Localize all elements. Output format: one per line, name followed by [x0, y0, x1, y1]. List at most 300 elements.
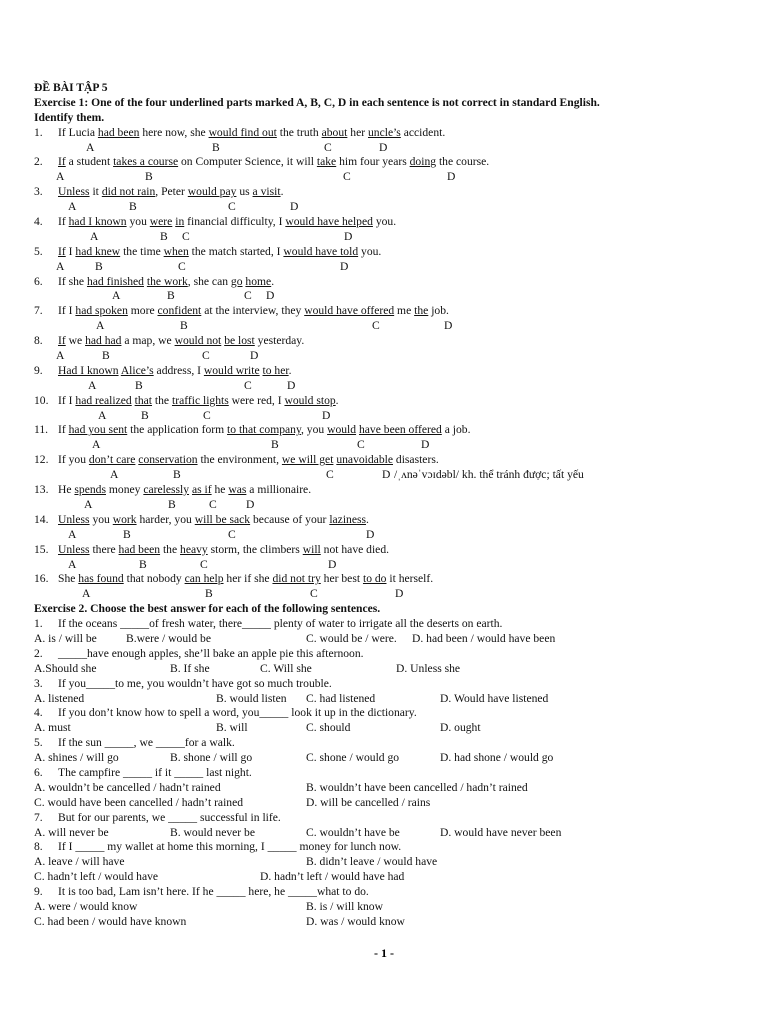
underlined-part: would write: [203, 363, 260, 377]
sentence-text: her: [347, 125, 368, 139]
sentence-text: He: [58, 483, 75, 497]
option-letter: D: [290, 200, 299, 214]
sentence-text: he: [211, 483, 229, 497]
sentence-text: him four years: [336, 155, 410, 169]
question-line: [34, 214, 734, 229]
exercise-2-line: [34, 765, 734, 780]
option-letter: C: [182, 229, 190, 243]
exercise-2-line: [34, 839, 734, 854]
question-number: 1.: [34, 125, 43, 139]
sentence-text: harder, you: [136, 512, 195, 526]
underlined-part: Unless: [58, 542, 90, 556]
sentence-text: because of your: [250, 512, 330, 526]
exercise-2-line: [34, 854, 734, 869]
underlined-part: have been offered: [358, 423, 442, 437]
exercise-2-line: [34, 869, 734, 884]
sentence-text: a student: [65, 155, 114, 169]
underlined-part: home: [245, 274, 272, 288]
choice-text: If you don’t know how to spell a word, you_____ look it up in the dictionary.: [58, 706, 417, 720]
option-letter: B: [168, 497, 176, 511]
sentence-text: the course.: [436, 155, 490, 169]
underlined-part: would not: [174, 334, 222, 348]
choice-text: D. Unless she: [396, 661, 461, 675]
underlined-part: Unless: [58, 185, 90, 199]
answer-letters: [34, 467, 734, 482]
choice-text: A. will never be: [34, 825, 109, 839]
sentence-text: .: [280, 185, 284, 199]
option-letter: D: [328, 557, 337, 571]
answer-letters: [34, 169, 734, 184]
question-number: 14.: [34, 512, 49, 526]
underlined-part: had spoken: [75, 304, 128, 318]
sentence-text: a millionaire.: [246, 483, 312, 497]
option-letter: D: [322, 408, 331, 422]
option-letter: B: [95, 259, 103, 273]
exercise-2-line: [34, 750, 734, 765]
sentence-text: address, I: [153, 363, 204, 377]
exercise-2-line: [34, 661, 734, 676]
underlined-part: had realized: [75, 393, 132, 407]
question-line: [34, 393, 734, 408]
choice-text: A. must: [34, 721, 71, 735]
option-letter: A: [86, 140, 95, 154]
underlined-part: will be sack: [194, 512, 251, 526]
pronunciation-note: /ˌʌnəˈvɔɪdəbl/ kh. thể tránh được; tất yếu: [394, 468, 584, 482]
sentence-text: you.: [372, 215, 397, 229]
underlined-part: that: [134, 393, 153, 407]
sentence-text: job.: [428, 304, 449, 318]
underlined-part: had knew: [75, 244, 121, 258]
choice-text: C. hadn’t left / would have: [34, 870, 159, 884]
exercise-2-line: [34, 914, 734, 929]
underlined-part: If: [58, 334, 66, 348]
underlined-part: takes a course: [113, 155, 179, 169]
choice-text: B. will: [216, 721, 248, 735]
sentence-text: you: [89, 512, 113, 526]
exercise-1-items: [34, 125, 734, 602]
question-line: [34, 482, 734, 497]
sentence-text: the truth: [276, 125, 322, 139]
choice-text: If the oceans _____of fresh water, there_____ plenty of water to irrigate all the deserts on earth.: [58, 617, 503, 631]
question-number: 5.: [34, 736, 43, 750]
option-letter: B: [271, 438, 279, 452]
exercise-2-line: [34, 780, 734, 795]
underlined-part: confident: [157, 304, 202, 318]
question-number: 11.: [34, 423, 49, 437]
sentence-text: , she can: [187, 274, 231, 288]
underlined-part: would stop: [284, 393, 336, 407]
choice-text: D. Would have listened: [440, 691, 549, 705]
exercise-2-line: [34, 676, 734, 691]
exercise-2-line: [34, 810, 734, 825]
page-number: - 1 -: [374, 946, 394, 960]
option-letter: C: [324, 140, 332, 154]
option-letter: C: [209, 497, 217, 511]
choice-text: C. would have been cancelled / hadn’t rained: [34, 795, 244, 809]
exercise-2-line: [34, 735, 734, 750]
option-letter: D: [340, 259, 349, 273]
sentence-text: the match started, I: [188, 244, 284, 258]
sentence-text: the time: [120, 244, 164, 258]
option-letter: D: [395, 587, 404, 601]
exercise-2-line: [34, 646, 734, 661]
sentence-text: it herself.: [386, 572, 434, 586]
underlined-part: doing: [409, 155, 437, 169]
option-letter: C: [343, 170, 351, 184]
sentence-text: yesterday.: [254, 334, 305, 348]
sentence-text: .: [335, 393, 339, 407]
underlined-part: about: [321, 125, 348, 139]
sentence-text: If: [58, 423, 69, 437]
underlined-part: heavy: [180, 542, 208, 556]
answer-letters: [34, 408, 734, 423]
choice-text: A.Should she: [34, 661, 97, 675]
underlined-part: had I known: [68, 215, 127, 229]
option-letter: C: [244, 289, 252, 303]
underlined-part: Had I known: [58, 363, 119, 377]
underlined-part: will: [302, 542, 321, 556]
option-letter: A: [90, 229, 99, 243]
underlined-part: we will get: [281, 453, 334, 467]
choice-text: B. wouldn’t have been cancelled / hadn’t rained: [306, 780, 528, 794]
question-line: [34, 452, 734, 467]
option-letter: C: [310, 587, 318, 601]
option-letter: B: [205, 587, 213, 601]
underlined-part: the work: [146, 274, 188, 288]
option-letter: B: [135, 378, 143, 392]
option-letter: A: [56, 170, 65, 184]
underlined-part: had been: [118, 542, 161, 556]
choice-text: B.were / would be: [126, 631, 212, 645]
option-letter: D: [344, 229, 353, 243]
underlined-part: was: [228, 483, 247, 497]
exercise-2-line: [34, 884, 734, 899]
question-line: [34, 303, 734, 318]
underlined-part: would have offered: [304, 304, 395, 318]
choice-text: If the sun _____, we _____for a walk.: [58, 736, 235, 750]
underlined-part: Unless: [58, 512, 90, 526]
underlined-part: did not try: [272, 572, 321, 586]
sentence-text: here now, she: [139, 125, 209, 139]
choice-text: C. had been / would have known: [34, 914, 187, 928]
option-letter: A: [56, 259, 65, 273]
underlined-part: don’t care: [88, 453, 136, 467]
option-letter: D: [250, 349, 259, 363]
option-letter: B: [123, 527, 131, 541]
option-letter: D: [379, 140, 388, 154]
underlined-part: uncle’s: [367, 125, 401, 139]
option-letter: A: [98, 408, 107, 422]
option-letter: D: [246, 497, 255, 511]
sentence-text: financial difficulty, I: [184, 215, 286, 229]
option-letter: A: [110, 468, 119, 482]
answer-letters: [34, 557, 734, 572]
exercise-2-line: [34, 899, 734, 914]
choice-text: D. will be cancelled / rains: [306, 795, 431, 809]
answer-letters: [34, 259, 734, 274]
question-number: 4.: [34, 215, 43, 229]
option-letter: B: [173, 468, 181, 482]
option-letter: C: [203, 408, 211, 422]
sentence-text: more: [127, 304, 158, 318]
choice-text: D. had been / would have been: [412, 631, 556, 645]
sentence-text: storm, the climbers: [207, 542, 303, 556]
question-line: [34, 274, 734, 289]
sentence-text: you: [126, 215, 150, 229]
sentence-text: on Computer Science, it will: [178, 155, 317, 169]
question-number: 7.: [34, 304, 43, 318]
choice-text: D. had shone / would go: [440, 751, 554, 765]
sentence-text: her if she: [223, 572, 273, 586]
sentence-text: it: [89, 185, 102, 199]
underlined-part: conservation: [138, 453, 198, 467]
question-number: 6.: [34, 274, 43, 288]
option-letter: A: [56, 349, 65, 363]
choice-text: C. should: [306, 721, 351, 735]
option-letter: A: [88, 378, 97, 392]
answer-letters: [34, 586, 734, 601]
answer-letters: [34, 378, 734, 393]
sentence-text: the: [160, 542, 181, 556]
choice-text: B. would listen: [216, 691, 287, 705]
option-letter: B: [180, 319, 188, 333]
underlined-part: laziness: [329, 512, 367, 526]
option-letter: A: [92, 438, 101, 452]
document-title: ĐỀ BÀI TẬP 5: [34, 81, 108, 94]
choice-text: C. had listened: [306, 691, 376, 705]
option-letter: B: [141, 408, 149, 422]
choice-text: B. is / will know: [306, 899, 383, 913]
question-line: [34, 244, 734, 259]
sentence-text: disasters.: [393, 453, 439, 467]
sentence-text: If I: [58, 304, 76, 318]
answer-letters: [34, 199, 734, 214]
sentence-text: .: [288, 363, 292, 377]
answer-letters: [34, 288, 734, 303]
sentence-text: were red, I: [228, 393, 285, 407]
underlined-part: to her: [262, 363, 289, 377]
option-letter: D: [366, 527, 375, 541]
underlined-part: in: [175, 215, 185, 229]
answer-letters: [34, 437, 734, 452]
underlined-part: work: [112, 512, 137, 526]
choice-text: A. leave / will have: [34, 855, 125, 869]
question-line: [34, 571, 734, 586]
exercise-1-heading-cont: Identify them.: [34, 110, 105, 124]
option-letter: C: [178, 259, 186, 273]
underlined-part: had you sent: [68, 423, 128, 437]
underlined-part: go: [230, 274, 243, 288]
exercise-2-line: [34, 705, 734, 720]
choice-text: D. was / would know: [306, 914, 405, 928]
exercise-2-heading: Exercise 2. Choose the best answer for each of the following sentences.: [34, 602, 381, 616]
sentence-text: the: [152, 393, 172, 407]
sentence-text: a map, we: [121, 334, 175, 348]
sentence-text: , you: [301, 423, 328, 437]
question-number: 5.: [34, 244, 43, 258]
sentence-text: She: [58, 572, 79, 586]
sentence-text: I: [65, 244, 76, 258]
sentence-text: not have died.: [320, 542, 390, 556]
answer-letters: [34, 318, 734, 333]
question-line: [34, 512, 734, 527]
option-letter: B: [145, 170, 153, 184]
choice-text: C. would be / were.: [306, 631, 397, 645]
choice-text: But for our parents, we _____ successful in life.: [58, 810, 281, 824]
question-number: 4.: [34, 706, 43, 720]
sentence-text: her best: [320, 572, 363, 586]
choice-text: B. shone / will go: [170, 751, 253, 765]
underlined-part: were: [149, 215, 173, 229]
question-number: 8.: [34, 334, 43, 348]
underlined-part: had finished: [86, 274, 144, 288]
choice-text: If you_____to me, you wouldn’t have got so much trouble.: [58, 676, 332, 690]
question-number: 13.: [34, 483, 49, 497]
underlined-part: had had: [85, 334, 122, 348]
option-letter: C: [372, 319, 380, 333]
question-line: [34, 333, 734, 348]
underlined-part: would: [327, 423, 357, 437]
option-letter: B: [102, 349, 110, 363]
sentence-text: , Peter: [155, 185, 188, 199]
choice-text: A. is / will be: [34, 631, 97, 645]
underlined-part: spends: [74, 483, 106, 497]
question-number: 9.: [34, 363, 43, 377]
question-number: 9.: [34, 885, 43, 899]
question-number: 10.: [34, 393, 49, 407]
choice-text: _____have enough apples, she’ll bake an apple pie this afternoon.: [58, 646, 364, 660]
question-number: 2.: [34, 155, 43, 169]
question-number: 16.: [34, 572, 49, 586]
choice-text: D. ought: [440, 721, 481, 735]
choice-text: A. were / would know: [34, 899, 138, 913]
answer-letters: [34, 348, 734, 363]
sentence-text: accident.: [400, 125, 446, 139]
choice-text: D. hadn’t left / would have had: [260, 870, 405, 884]
worksheet-page: [34, 80, 734, 929]
choice-text: C. wouldn’t have be: [306, 825, 400, 839]
choice-text: B. If she: [170, 661, 210, 675]
underlined-part: to that company: [227, 423, 301, 437]
sentence-text: If I: [58, 393, 76, 407]
option-letter: B: [167, 289, 175, 303]
exercise-2-line: [34, 616, 734, 631]
underlined-part: unavoidable: [336, 453, 393, 467]
option-letter: A: [68, 527, 77, 541]
option-letter: B: [129, 200, 137, 214]
option-letter: C: [326, 468, 334, 482]
option-letter: A: [112, 289, 121, 303]
choice-text: C. Will she: [260, 661, 312, 675]
sentence-text: .: [366, 512, 369, 526]
option-letter: A: [82, 587, 91, 601]
question-number: 7.: [34, 810, 43, 824]
underlined-part: be lost: [224, 334, 255, 348]
choice-text: It is too bad, Lam isn’t here. If he _____ here, he _____what to do.: [58, 885, 369, 899]
sentence-text: If you: [58, 453, 89, 467]
answer-letters: [34, 229, 734, 244]
answer-letters: [34, 497, 734, 512]
sentence-text: at the interview, they: [201, 304, 305, 318]
question-line: [34, 542, 734, 557]
underlined-part: Alice’s: [120, 363, 154, 377]
option-letter: D: [421, 438, 430, 452]
underlined-part: would pay: [187, 185, 237, 199]
sentence-text: us: [236, 185, 253, 199]
underlined-part: can help: [184, 572, 224, 586]
question-number: 1.: [34, 617, 43, 631]
question-number: 6.: [34, 765, 43, 779]
underlined-part: as if: [191, 483, 212, 497]
option-letter: D: [287, 378, 296, 392]
underlined-part: carelessly: [143, 483, 190, 497]
underlined-part: take: [316, 155, 337, 169]
question-line: [34, 184, 734, 199]
option-letter: D: [382, 468, 391, 482]
option-letter: C: [228, 527, 236, 541]
option-letter: A: [68, 200, 77, 214]
sentence-text: me: [394, 304, 415, 318]
sentence-text: If: [58, 215, 69, 229]
underlined-part: would have helped: [285, 215, 373, 229]
question-number: 3.: [34, 185, 43, 199]
exercise-1-heading: Exercise 1: One of the four underlined parts marked A, B, C, D in each sentence is not correct in standard English.: [34, 95, 600, 109]
option-letter: B: [212, 140, 220, 154]
option-letter: D: [266, 289, 275, 303]
question-number: 12.: [34, 453, 49, 467]
option-letter: D: [447, 170, 456, 184]
underlined-part: would find out: [208, 125, 277, 139]
option-letter: B: [160, 229, 168, 243]
exercise-2-line: [34, 720, 734, 735]
exercise-2-line: [34, 825, 734, 840]
question-number: 8.: [34, 840, 43, 854]
sentence-text: .: [271, 274, 275, 288]
sentence-text: If she: [58, 274, 87, 288]
underlined-part: when: [163, 244, 189, 258]
option-letter: A: [96, 319, 105, 333]
sentence-text: the environment,: [197, 453, 282, 467]
underlined-part: the: [414, 304, 429, 318]
sentence-text: money: [105, 483, 144, 497]
sentence-text: If Lucia: [58, 125, 98, 139]
choice-text: A. wouldn’t be cancelled / hadn’t rained: [34, 780, 221, 794]
choice-text: The campfire _____ if it _____ last night.: [58, 765, 252, 779]
question-line: [34, 422, 734, 437]
underlined-part: a visit: [252, 185, 281, 199]
sentence-text: the application form: [127, 423, 228, 437]
answer-letters: [34, 527, 734, 542]
underlined-part: would have told: [283, 244, 359, 258]
option-letter: C: [228, 200, 236, 214]
sentence-text: we: [65, 334, 86, 348]
choice-text: A. listened: [34, 691, 85, 705]
question-line: [34, 154, 734, 169]
underlined-part: to do: [362, 572, 387, 586]
option-letter: C: [244, 378, 252, 392]
choice-text: B. didn’t leave / would have: [306, 855, 438, 869]
choice-text: B. would never be: [170, 825, 256, 839]
option-letter: B: [139, 557, 147, 571]
option-letter: C: [200, 557, 208, 571]
exercise-2-line: [34, 691, 734, 706]
sentence-text: there: [89, 542, 119, 556]
option-letter: D: [444, 319, 453, 333]
underlined-part: If: [58, 155, 66, 169]
question-number: 15.: [34, 542, 49, 556]
question-line: [34, 363, 734, 378]
question-number: 3.: [34, 676, 43, 690]
